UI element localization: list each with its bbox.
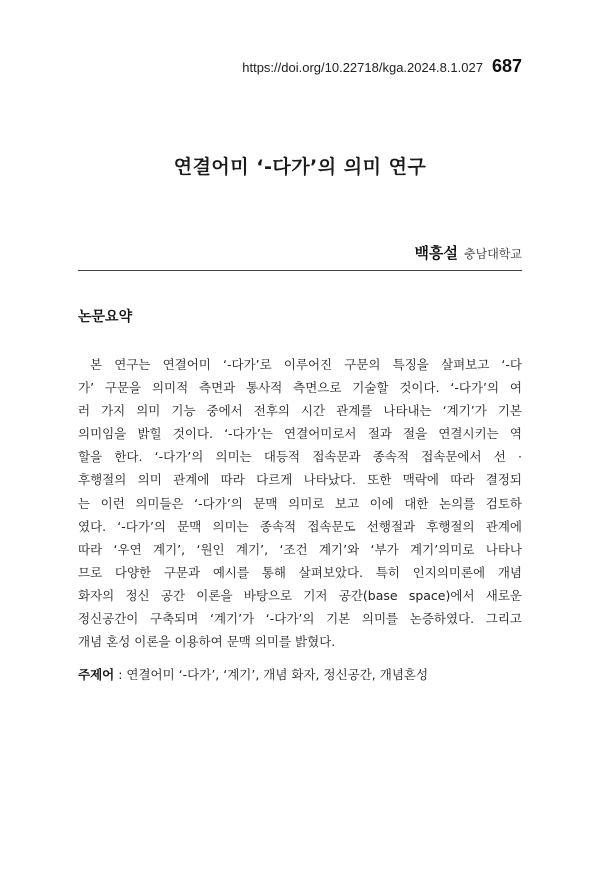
abstract-line: 정신공간이 구축되며 ‘계기’가 ‘-다가’의 기본 의미를 논증하였다. 그리고: [78, 611, 522, 627]
abstract-line: 할을 한다. ‘-다가’의 의미는 대등적 접속문과 종속적 접속문에서 선 ·: [78, 449, 522, 465]
keywords-separator: :: [114, 667, 127, 682]
abstract-heading: 논문요약: [78, 309, 133, 325]
abstract-line: 따라 ‘우연 계기’, ‘원인 계기’, ‘조건 계기’와 ‘부가 계기’의미로 나타나: [78, 541, 522, 557]
abstract-line: 는 이런 의미들은 ‘-다가’의 문맥 의미로 보고 이에 대한 논의를 검토하: [78, 495, 522, 511]
page-header: [242, 56, 522, 77]
paper-title: 연결어미 ‘-다가’의 의미 연구: [173, 156, 427, 178]
abstract-line: 개념 혼성 이론을 이용하여 문맥 의미를 밝혔다.: [78, 634, 336, 650]
page-number: 687: [491, 56, 522, 76]
keywords-label: 주제어: [78, 667, 115, 682]
keywords-text: 연결어미 ‘-다가’, ‘계기’, 개념 화자, 정신공간, 개념혼성: [126, 667, 429, 682]
abstract-line: 였다. ‘-다가’의 문맥 의미는 종속적 접속문도 선행절과 후행절의 관계에: [78, 518, 522, 534]
abstract-line: 가’ 구문을 의미적 측면과 통사적 측면으로 기술할 것이다. ‘-다가’의 여: [78, 380, 522, 396]
header-divider: [78, 270, 522, 271]
author-name: 백흥설: [414, 244, 459, 262]
abstract-line: 의미임을 밝힐 것이다. ‘-다가’는 연결어미로서 절과 절을 연결시키는 역: [78, 426, 522, 442]
doi-link[interactable]: https://doi.org/10.22718/kga.2024.8.1.027: [242, 60, 483, 75]
abstract-line: 므로 다양한 구문과 예시를 통해 살펴보았다. 특히 인지의미론에 개념: [78, 564, 522, 580]
abstract-line: 본 연구는 연결어미 ‘-다가’로 이루어진 구문의 특징을 살펴보고 ‘-다: [90, 357, 522, 372]
author-affiliation: 충남대학교: [464, 247, 522, 261]
abstract-body: [78, 353, 522, 653]
abstract-line: 후행절의 의미 관계에 따라 다르게 나타났다. 또한 맥락에 따라 결정되: [78, 472, 522, 488]
keywords-line: [78, 665, 522, 683]
abstract-line: 화자의 정신 공간 이론을 바탕으로 기저 공간(base space)에서 새로운: [78, 587, 522, 603]
author-block: [415, 242, 522, 263]
abstract-line: 러 가지 의미 기능 중에서 전후의 시간 관계를 나타내는 ‘계기’가 기본: [78, 403, 522, 419]
